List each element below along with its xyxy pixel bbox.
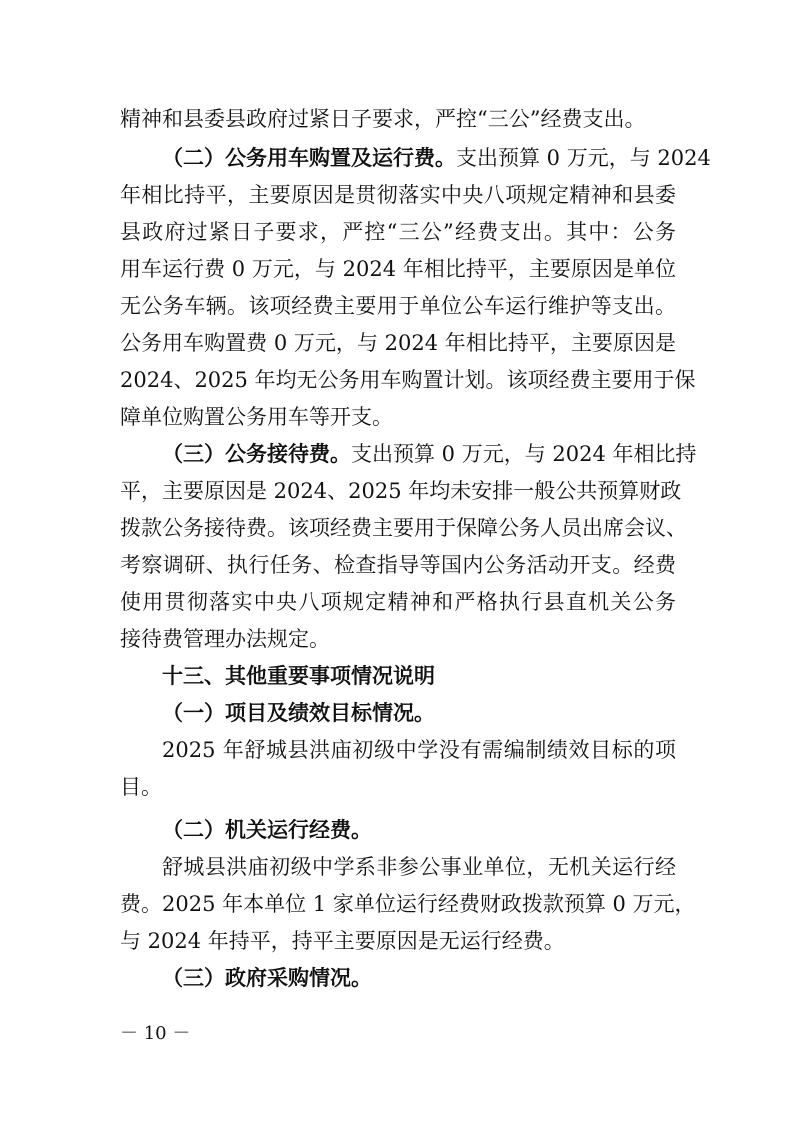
paragraph-line: 用车运行费 0 万元，与 2024 年相比持平，主要原因是单位 — [120, 257, 676, 281]
section-heading-reception: （三）公务接待费。 — [162, 441, 351, 466]
paragraph-line: 年相比持平，主要原因是贯彻落实中央八项规定精神和县委 — [120, 183, 676, 207]
paragraph-line: 目。 — [120, 775, 162, 799]
paragraph-text: 支出预算 0 万元，与 2024 — [456, 146, 711, 170]
section-3-first-line — [162, 439, 697, 469]
paragraph-line: 接待费管理办法规定。 — [120, 627, 330, 651]
subheading-operating-funds: （二）机关运行经费。 — [162, 817, 372, 842]
paragraph-line: 平，主要原因是 2024、2025 年均未安排一般公共预算财政 — [120, 479, 682, 503]
paragraph-line: 使用贯彻落实中央八项规定精神和严格执行县直机关公务 — [120, 590, 676, 614]
paragraph-line: 障单位购置公务用车等开支。 — [120, 405, 393, 429]
paragraph-line: 无公务车辆。该项经费主要用于单位公车运行维护等支出。 — [120, 294, 676, 318]
section-heading-vehicle: （二）公务用车购置及运行费。 — [162, 145, 456, 170]
subheading-procurement: （三）政府采购情况。 — [162, 965, 372, 990]
paragraph-line: 公务用车购置费 0 万元，与 2024 年相比持平，主要原因是 — [120, 331, 676, 355]
paragraph-line: 县政府过紧日子要求，严控“三公”经费支出。其中：公务 — [120, 220, 676, 244]
paragraph-line: 精神和县委县政府过紧日子要求，严控“三公”经费支出。 — [120, 107, 646, 131]
paragraph-text: 支出预算 0 万元，与 2024 年相比持 — [351, 442, 697, 466]
paragraph-line: 与 2024 年持平，持平主要原因是无运行经费。 — [120, 929, 565, 953]
paragraph-line: 舒城县洪庙初级中学系非参公事业单位，无机关运行经 — [162, 855, 676, 879]
section-heading-13: 十三、其他重要事项情况说明 — [162, 663, 435, 688]
subheading-project-performance: （一）项目及绩效目标情况。 — [162, 700, 435, 725]
page-number: － 10 － — [120, 1023, 191, 1044]
paragraph-line: 考察调研、执行任务、检查指导等国内公务活动开支。经费 — [120, 553, 676, 577]
paragraph-line: 2024、2025 年均无公务用车购置计划。该项经费主要用于保 — [120, 368, 696, 392]
paragraph-line: 拨款公务接待费。该项经费主要用于保障公务人员出席会议、 — [120, 516, 687, 540]
paragraph-line: 2025 年舒城县洪庙初级中学没有需编制绩效目标的项 — [162, 738, 676, 762]
paragraph-line: 费。2025 年本单位 1 家单位运行经费财政拨款预算 0 万元， — [120, 892, 696, 916]
section-2-first-line — [162, 143, 711, 173]
